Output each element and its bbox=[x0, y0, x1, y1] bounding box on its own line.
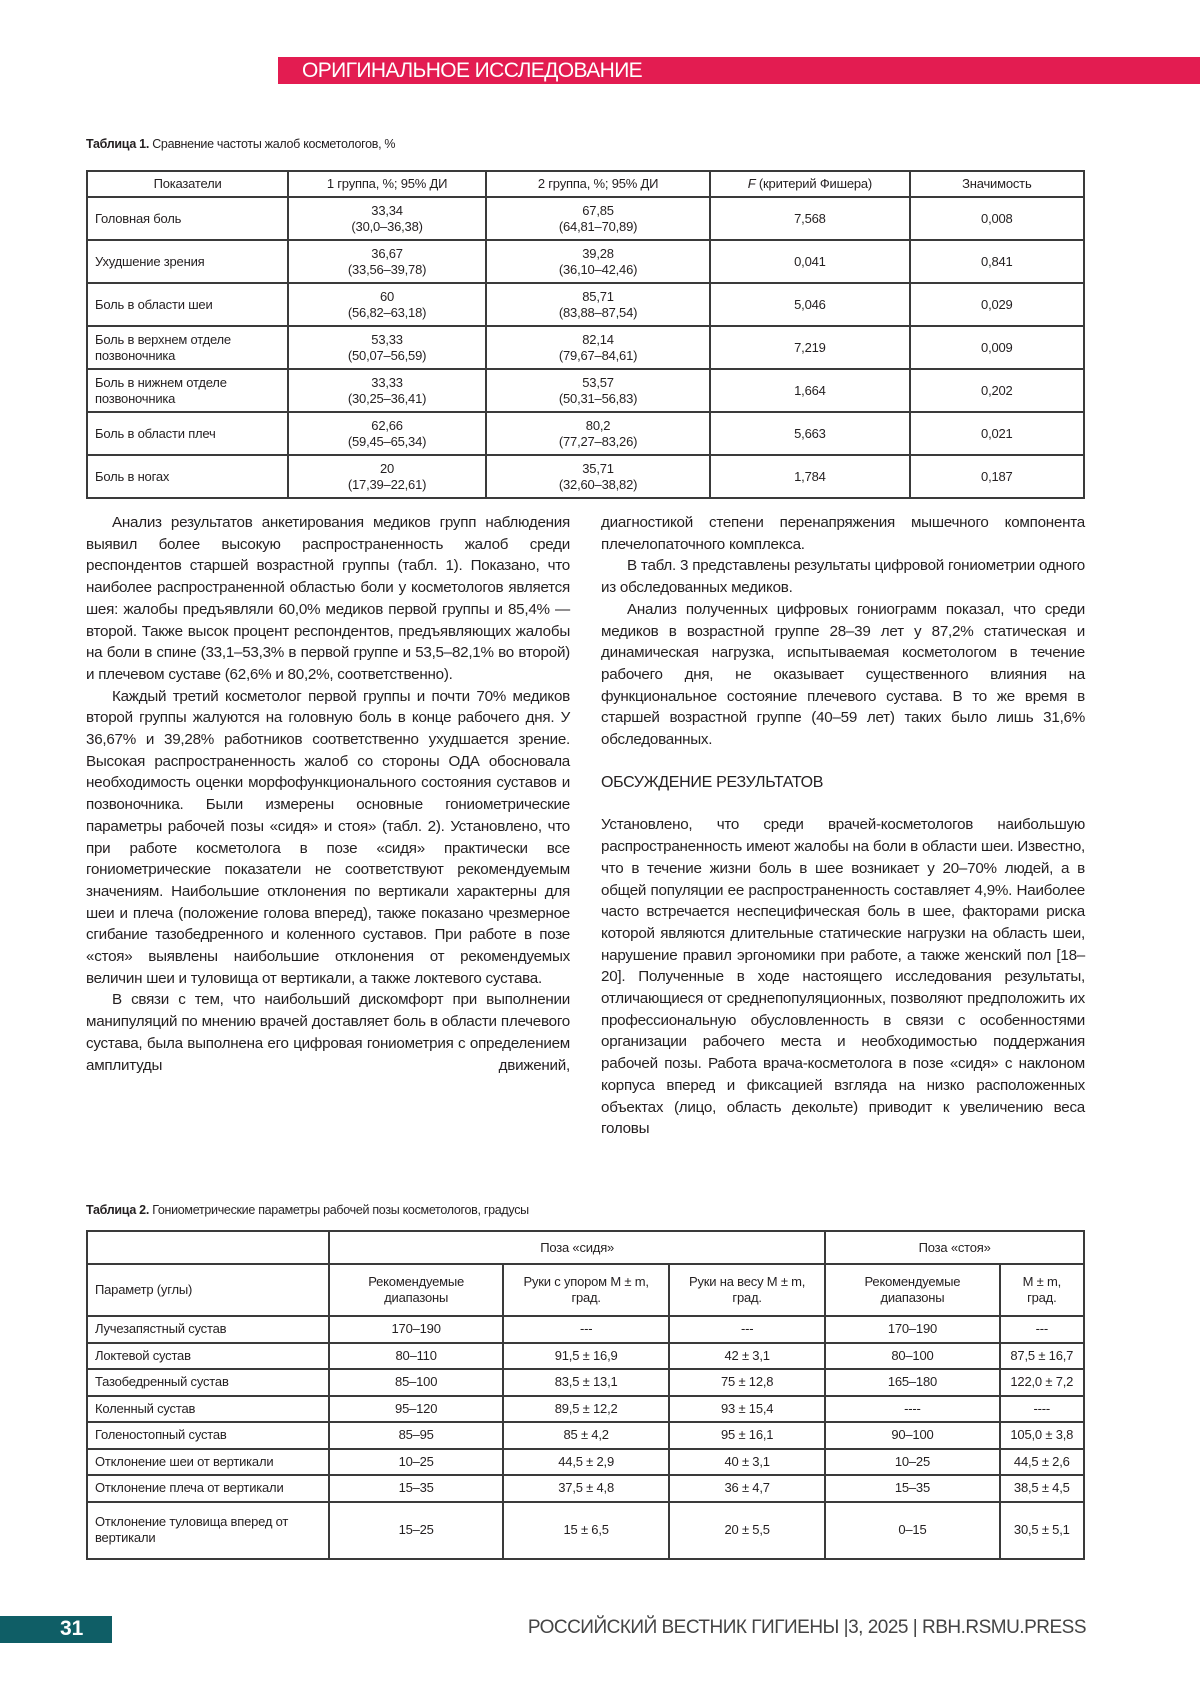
significance-value: 0,021 bbox=[910, 412, 1084, 455]
confidence-interval: (17,39–22,61) bbox=[347, 476, 427, 492]
value: 39,28 bbox=[582, 245, 614, 261]
table-row bbox=[87, 1502, 1084, 1559]
value-cell: 87,5 ± 16,7 bbox=[1000, 1343, 1084, 1370]
value-cell: ---- bbox=[1000, 1396, 1084, 1423]
table2-caption bbox=[86, 1203, 529, 1217]
page-number: 31 bbox=[60, 1617, 84, 1640]
table-row bbox=[87, 197, 1084, 240]
table-row bbox=[87, 1475, 1084, 1502]
significance-value: 0,202 bbox=[910, 369, 1084, 412]
value-cell: 15–25 bbox=[329, 1502, 503, 1559]
header-cell: Рекомендуемые диапазоны bbox=[825, 1264, 999, 1316]
row-label: Локтевой сустав bbox=[87, 1343, 329, 1370]
value-cell: 85 ± 4,2 bbox=[503, 1422, 669, 1449]
value-cell bbox=[288, 412, 486, 455]
table-row bbox=[87, 1316, 1084, 1343]
table-row bbox=[87, 1422, 1084, 1449]
table1-title: Сравнение частоты жалоб косметологов, % bbox=[152, 137, 396, 151]
value: 36,67 bbox=[371, 245, 403, 261]
table-row bbox=[87, 326, 1084, 369]
row-label: Боль в нижнем отделе позвоночника bbox=[87, 369, 288, 412]
fisher-value: 5,046 bbox=[710, 283, 909, 326]
fisher-value: 1,664 bbox=[710, 369, 909, 412]
page-number-box bbox=[0, 1616, 112, 1643]
fisher-value: 0,041 bbox=[710, 240, 909, 283]
value-cell: 75 ± 12,8 bbox=[669, 1369, 825, 1396]
value-cell: 10–25 bbox=[329, 1449, 503, 1476]
value-cell bbox=[486, 240, 710, 283]
header-cell: 1 группа, %; 95% ДИ bbox=[288, 171, 486, 197]
significance-value: 0,029 bbox=[910, 283, 1084, 326]
value-cell bbox=[288, 326, 486, 369]
value-cell: ---- bbox=[825, 1396, 999, 1423]
value-cell: 170–190 bbox=[825, 1316, 999, 1343]
value-cell: 37,5 ± 4,8 bbox=[503, 1475, 669, 1502]
header-cell: М ± m, град. bbox=[1000, 1264, 1084, 1316]
table2-label: Таблица 2. bbox=[86, 1203, 149, 1217]
value: 60 bbox=[380, 288, 395, 304]
section-title: ОРИГИНАЛЬНОЕ ИССЛЕДОВАНИЕ bbox=[302, 59, 643, 82]
value-cell: 122,0 ± 7,2 bbox=[1000, 1369, 1084, 1396]
value-cell: 10–25 bbox=[825, 1449, 999, 1476]
text-column-left bbox=[86, 512, 570, 1076]
confidence-interval: (50,31–56,83) bbox=[558, 390, 638, 406]
value-cell: --- bbox=[669, 1316, 825, 1343]
value: 82,14 bbox=[582, 331, 614, 347]
value: 80,2 bbox=[585, 417, 611, 433]
table1-label: Таблица 1. bbox=[86, 137, 149, 151]
table-row bbox=[87, 283, 1084, 326]
confidence-interval: (32,60–38,82) bbox=[558, 476, 638, 492]
row-label: Отклонение шеи от вертикали bbox=[87, 1449, 329, 1476]
group-header-sitting: Поза «сидя» bbox=[329, 1231, 825, 1264]
value-cell: 85–95 bbox=[329, 1422, 503, 1449]
section-banner bbox=[278, 57, 1200, 84]
row-label: Тазобедренный сустав bbox=[87, 1369, 329, 1396]
fisher-f-symbol: F bbox=[747, 176, 756, 191]
confidence-interval: (50,07–56,59) bbox=[347, 347, 427, 363]
table-row bbox=[87, 1369, 1084, 1396]
confidence-interval: (36,10–42,46) bbox=[558, 261, 638, 277]
value: 53,57 bbox=[582, 374, 614, 390]
value-cell: 38,5 ± 4,5 bbox=[1000, 1475, 1084, 1502]
confidence-interval: (30,0–36,38) bbox=[351, 218, 423, 234]
value-cell bbox=[486, 326, 710, 369]
value: 53,33 bbox=[371, 331, 403, 347]
paragraph: Анализ полученных цифровых гониограмм показал, что среди медиков в возрастной группе 28–39 лет у 87,2% статическая и динамическая нагрузка, испытываемая косметологом в течение рабочего дня, не оказывает существенного влияния на функциональное состояние плечевого сустава. В то же время в старшей возрастной группе (40–59 лет) таких было лишь 31,6% обследованных. bbox=[601, 600, 1085, 749]
header-cell: Значимость bbox=[910, 171, 1084, 197]
table-row bbox=[87, 455, 1084, 498]
fisher-value: 7,568 bbox=[710, 197, 909, 240]
table-row bbox=[87, 1449, 1084, 1476]
table-row bbox=[87, 1396, 1084, 1423]
value: 85,71 bbox=[582, 288, 614, 304]
value: 35,71 bbox=[582, 460, 614, 476]
value-cell: 15 ± 6,5 bbox=[503, 1502, 669, 1559]
value-cell bbox=[486, 283, 710, 326]
value-cell: --- bbox=[1000, 1316, 1084, 1343]
fisher-value: 5,663 bbox=[710, 412, 909, 455]
value-cell: 90–100 bbox=[825, 1422, 999, 1449]
header-cell: 2 группа, %; 95% ДИ bbox=[486, 171, 710, 197]
value-cell: 95 ± 16,1 bbox=[669, 1422, 825, 1449]
table2-title: Гониометрические параметры рабочей позы косметологов, градусы bbox=[152, 1203, 529, 1217]
row-label: Боль в области шеи bbox=[87, 283, 288, 326]
row-label: Боль в верхнем отделе позвоночника bbox=[87, 326, 288, 369]
value: 33,34 bbox=[371, 202, 403, 218]
value-cell: 91,5 ± 16,9 bbox=[503, 1343, 669, 1370]
header-cell: Руки на весу М ± m, град. bbox=[669, 1264, 825, 1316]
value-cell bbox=[486, 455, 710, 498]
value-cell: 80–110 bbox=[329, 1343, 503, 1370]
value-cell: 83,5 ± 13,1 bbox=[503, 1369, 669, 1396]
value-cell bbox=[288, 197, 486, 240]
value-cell bbox=[486, 369, 710, 412]
paragraph: В связи с тем, что наибольший дискомфорт при выполнении манипуляций по мнению врачей доставляет боль в области плечевого сустава, была выполнена его цифровая гониометрия с определением амплитуды движений, bbox=[86, 991, 570, 1074]
value-cell bbox=[288, 369, 486, 412]
value: 33,33 bbox=[371, 374, 403, 390]
value-cell bbox=[288, 283, 486, 326]
value-cell: 0–15 bbox=[825, 1502, 999, 1559]
value-cell: 44,5 ± 2,9 bbox=[503, 1449, 669, 1476]
paragraph: Установлено, что среди врачей-косметологов наибольшую распространенность имеют жалобы на боли в области шеи. Известно, что в течение жизни боль в шее возникает у 20–70% людей, а в общей популяции ее распространенность составляет 4,9%. Наиболее часто встречается неспецифическая боль в шее, факторами риска которой являются длительные статические нагрузки на область шеи, нарушение правил эргономики при работе, а также женский пол [18–20]. Полученные в ходе настоящего исследования результаты, отличающиеся от среднепопуляционных, позволяют предположить их профессиональную обусловленность в связи с особенностями организации рабочего места и необходимостью поддержания рабочей позы. Работа врача-косметолога в позе «сидя» с наклоном корпуса вперед и фиксацией взгляда на низко расположенных объектах (лицо, область декольте) приводит к увеличению веса головы bbox=[601, 816, 1085, 1138]
header-cell: F (критерий Фишера) bbox=[710, 171, 909, 197]
paragraph: Каждый третий косметолог первой группы и почти 70% медиков второй группы жалуются на головную боль в конце рабочего дня. У 36,67% и 39,28% работников соответственно ухудшается зрение. Высокая распространенность жалоб со стороны ОДА обосновала необходимость оценки морфофункционального состояния суставов и позвоночника. Были измерены основные гониометрические параметры рабочей позы «сидя» и стоя» (табл. 2). Установлено, что при работе косметолога в позе «сидя» практически все гониометрические показатели не соответствуют рекомендуемым значениям. Наибольшие отклонения по вертикали характерны для шеи и плеча (положение голова вперед), также показано чрезмерное сгибание тазобедренного и коленного суставов. При работе в позе «стоя» выявлены наибольшие отклонения от рекомендуемых величин шеи и туловища от вертикали, а также локтевого сустава. bbox=[86, 687, 570, 987]
row-label: Ухудшение зрения bbox=[87, 240, 288, 283]
value: 20 bbox=[380, 460, 395, 476]
paragraph: Анализ результатов анкетирования медиков групп наблюдения выявил более высокую распространенность жалоб среди респондентов старшей возрастной группы (табл. 1). Показано, что наиболее распространенной областью боли у косметологов является шея: жалобы предъявляли 60,0% медиков первой группы и 85,4% — второй. Также высок процент респондентов, предъявляющих жалобы на боли в спине (33,1–53,3% в первой группе и 53,5–82,1% во второй) и плечевом суставе (62,6% и 80,2%, соответственно). bbox=[86, 514, 570, 683]
value-cell bbox=[486, 412, 710, 455]
goniometry-table bbox=[86, 1230, 1085, 1560]
value-cell: 30,5 ± 5,1 bbox=[1000, 1502, 1084, 1559]
complaints-table bbox=[86, 170, 1085, 499]
value-cell: 170–190 bbox=[329, 1316, 503, 1343]
table-row bbox=[87, 369, 1084, 412]
header-cell: Рекомендуемые диапазоны bbox=[329, 1264, 503, 1316]
header-cell: Параметр (углы) bbox=[87, 1264, 329, 1316]
table-row bbox=[87, 240, 1084, 283]
confidence-interval: (64,81–70,89) bbox=[558, 218, 638, 234]
fisher-value: 7,219 bbox=[710, 326, 909, 369]
row-label: Боль в области плеч bbox=[87, 412, 288, 455]
table-row bbox=[87, 412, 1084, 455]
confidence-interval: (83,88–87,54) bbox=[558, 304, 638, 320]
value-cell: 36 ± 4,7 bbox=[669, 1475, 825, 1502]
value-cell: 20 ± 5,5 bbox=[669, 1502, 825, 1559]
value-cell: 15–35 bbox=[329, 1475, 503, 1502]
value: 62,66 bbox=[371, 417, 403, 433]
text-column-right bbox=[601, 512, 1085, 1140]
header-cell: Показатели bbox=[87, 171, 288, 197]
significance-value: 0,008 bbox=[910, 197, 1084, 240]
significance-value: 0,009 bbox=[910, 326, 1084, 369]
value-cell: 44,5 ± 2,6 bbox=[1000, 1449, 1084, 1476]
header-cell bbox=[87, 1231, 329, 1264]
group-header-standing: Поза «стоя» bbox=[825, 1231, 1084, 1264]
value-cell: 105,0 ± 3,8 bbox=[1000, 1422, 1084, 1449]
value-cell: 89,5 ± 12,2 bbox=[503, 1396, 669, 1423]
confidence-interval: (59,45–65,34) bbox=[347, 433, 427, 449]
row-label: Боль в ногах bbox=[87, 455, 288, 498]
paragraph: диагностикой степени перенапряжения мышечного компонента плечелопаточного комплекса. bbox=[601, 514, 1085, 553]
value-cell: 42 ± 3,1 bbox=[669, 1343, 825, 1370]
confidence-interval: (56,82–63,18) bbox=[347, 304, 427, 320]
value-cell bbox=[288, 455, 486, 498]
row-label: Лучезапястный сустав bbox=[87, 1316, 329, 1343]
header-cell: Руки с упором М ± m, град. bbox=[503, 1264, 669, 1316]
value-cell bbox=[486, 197, 710, 240]
journal-footer: РОССИЙСКИЙ ВЕСТНИК ГИГИЕНЫ |3, 2025 | RBH.RSMU.PRESS bbox=[527, 1617, 1086, 1638]
value: 67,85 bbox=[582, 202, 614, 218]
row-label: Отклонение туловища вперед от вертикали bbox=[87, 1502, 329, 1559]
table-row bbox=[87, 1343, 1084, 1370]
paragraph: В табл. 3 представлены результаты цифровой гониометрии одного из обследованных медиков. bbox=[601, 557, 1085, 597]
table1-caption bbox=[86, 137, 395, 151]
row-label: Головная боль bbox=[87, 197, 288, 240]
value-cell: 80–100 bbox=[825, 1343, 999, 1370]
row-label: Отклонение плеча от вертикали bbox=[87, 1475, 329, 1502]
confidence-interval: (77,27–83,26) bbox=[558, 433, 638, 449]
value-cell: 85–100 bbox=[329, 1369, 503, 1396]
significance-value: 0,841 bbox=[910, 240, 1084, 283]
value-cell: 95–120 bbox=[329, 1396, 503, 1423]
confidence-interval: (30,25–36,41) bbox=[347, 390, 427, 406]
section-heading: ОБСУЖДЕНИЕ РЕЗУЛЬТАТОВ bbox=[601, 773, 824, 791]
confidence-interval: (79,67–84,61) bbox=[558, 347, 638, 363]
value-cell: 165–180 bbox=[825, 1369, 999, 1396]
fisher-value: 1,784 bbox=[710, 455, 909, 498]
confidence-interval: (33,56–39,78) bbox=[347, 261, 427, 277]
value-cell: --- bbox=[503, 1316, 669, 1343]
value-cell: 15–35 bbox=[825, 1475, 999, 1502]
value-cell: 93 ± 15,4 bbox=[669, 1396, 825, 1423]
row-label: Коленный сустав bbox=[87, 1396, 329, 1423]
row-label: Голеностопный сустав bbox=[87, 1422, 329, 1449]
value-cell bbox=[288, 240, 486, 283]
value-cell: 40 ± 3,1 bbox=[669, 1449, 825, 1476]
significance-value: 0,187 bbox=[910, 455, 1084, 498]
